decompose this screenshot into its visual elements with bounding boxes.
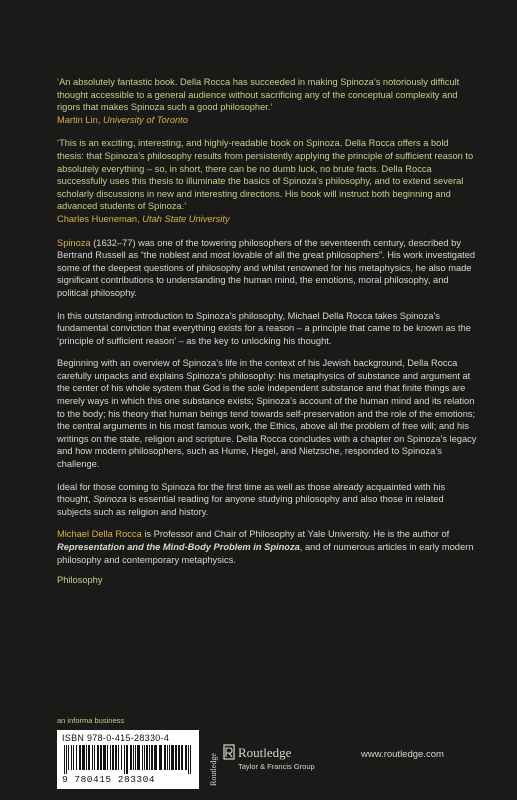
review-attribution-1 [57, 114, 477, 127]
barcode-bar [126, 745, 128, 774]
author-name: Michael Della Rocca [57, 529, 142, 540]
barcode-bar [178, 745, 180, 770]
barcode-bar [167, 745, 168, 770]
bio-book-title: Representation and the Mind-Body Problem in Spinoza [57, 542, 300, 552]
reviewer-affiliation: Utah State University [142, 213, 230, 224]
barcode-bar [146, 745, 148, 770]
barcode-bar [135, 745, 136, 770]
barcode-bar [149, 745, 150, 770]
barcode-bar [88, 745, 90, 770]
intro-lead: Spinoza [57, 237, 91, 248]
p4-title: Spinoza [93, 494, 127, 505]
barcode-bar [100, 745, 102, 770]
reviewer-affiliation: University of Toronto [103, 114, 188, 125]
barcode-bar [171, 745, 174, 770]
barcode-bar [73, 745, 74, 770]
barcode-bar [92, 745, 93, 770]
barcode-bar [164, 745, 166, 770]
barcode-panel [57, 730, 199, 789]
barcode-bar [175, 745, 177, 770]
author-bio [57, 528, 477, 566]
barcode-bar [103, 745, 106, 770]
informa-business-label: an informa business [57, 716, 125, 725]
barcode-bar [79, 745, 81, 770]
reviewer-name: Martin Lin, [57, 114, 101, 125]
publisher-website: www.routledge.com [361, 749, 444, 760]
publisher-name: Routledge [238, 745, 292, 760]
description-paragraph-2: In this outstanding introduction to Spinoza’s philosophy, Michael Della Rocca takes Spinoza’s fundamental conviction that everything exists for a reason – a principle that came to be known as the ‘principle of sufficient reason’ – as the key to unlocking his thought. [57, 310, 471, 346]
p4-after: is essential reading for anyone studying philosophy and also those in related subjects such as religion and history. [57, 494, 444, 517]
description-paragraph-3: Beginning with an overview of Spinoza’s life in the context of his Jewish background, Della Rocca carefully unpacks and explains Spinoza’s philosophy: his metaphysics of substance and argument at the center of his whole system that God is the sole independent substance and that finite things are merely ways in which this one substance exists; Spinoza’s account of the human mind and its relation to the body; his theory that human beings tend towards self-preservation and the role of the emotions; the central arguments in his most famous work, the Ethics, above all the problem of free will; and his writings on the state, religion and scripture. Della Rocca concludes with a chapter on Spinoza’s legacy and how modern philosophers, such as Hume, Hegel, and Nietzsche, responded to Spinoza’s challenge. [57, 358, 477, 470]
barcode-bar [118, 745, 119, 770]
review-quote-2: ‘This is an exciting, interesting, and highly-readable book on Spinoza. Della Rocca offers a bold thesis: that Spinoza’s philosophy results from persistently applying the principle of sufficient reason to absolutely everything – so, in short, there can be no dumb luck, no brute facts. Della Rocca successfully uses this thesis to illuminate the basics of Spinoza’s philosophy, and to extend several scholarly discussions in new and interesting directions. His book will instruct both beginning and advanced students of Spinoza.’ [57, 138, 474, 212]
barcode-bar [66, 745, 67, 774]
barcode-bar [86, 745, 87, 770]
vertical-wordmark-text: Routledge [209, 753, 218, 786]
barcode-bar [169, 745, 170, 770]
barcode-bar [68, 745, 69, 770]
p4-before: Ideal for those coming to Spinoza for the first time as well as those already acquainted with his thought, [57, 481, 446, 505]
intro-text: (1632–77) was one of the towering philosophers of the seventeenth century, described by Bertrand Russell as “the noblest and most lovable of all the great philosophers”. His work investigated some of the deepest questions of philosophy and whilst renowned for his metaphysics, he also made significant contributions to understanding the human mind, the emotions, moral philosophy, and political philosophy. [57, 237, 476, 298]
isbn-label: ISBN 978-0-415-28330-4 [62, 733, 170, 743]
barcode-bar [71, 745, 72, 770]
review-attribution-2 [57, 213, 477, 226]
barcode-bar [159, 745, 162, 770]
barcode-bar [137, 745, 140, 770]
barcode-bar [94, 745, 95, 770]
intro-paragraph [57, 237, 477, 300]
routledge-logo-icon [223, 744, 235, 760]
routledge-vertical-wordmark [206, 742, 220, 788]
barcode-bar [121, 745, 122, 770]
barcode-bar [188, 745, 189, 774]
barcode-bar [133, 745, 134, 770]
bio-after: , and of numerous articles in early modern philosophy and contemporary metaphysics. [57, 542, 474, 565]
review-quote-1: ‘An absolutely fantastic book. Della Rocca has succeeded in making Spinoza’s notoriously difficult thought accessible to a general audience without sacrificing any of the conceptual complexity and rigors that makes Spinoza such a good philosopher.’ [57, 77, 460, 113]
barcode-bar [144, 745, 145, 770]
subject-category: Philosophy [57, 575, 103, 586]
reviewer-name: Charles Hueneman, [57, 213, 140, 224]
barcode-bar [82, 745, 85, 770]
barcode-bar [154, 745, 157, 770]
publisher-group: Taylor & Francis Group [238, 762, 315, 771]
barcode-bar [181, 745, 183, 770]
barcode-bar [115, 745, 117, 770]
barcode-bar [97, 745, 99, 770]
barcode-icon [62, 745, 194, 774]
barcode-bar [112, 745, 114, 770]
barcode-bar [107, 745, 108, 770]
barcode-bar [110, 745, 111, 770]
barcode-bar [64, 745, 65, 774]
description-paragraph-4 [57, 481, 477, 519]
bio-before: is Professor and Chair of Philosophy at Yale University. He is the author of [141, 529, 450, 540]
barcode-number: 9 780415 283304 [62, 774, 156, 785]
barcode-bar [142, 745, 143, 770]
barcode-bar [151, 745, 153, 770]
back-cover-text [57, 76, 477, 587]
barcode-bar [190, 745, 191, 774]
barcode-bar [124, 745, 125, 774]
barcode-bar [130, 745, 132, 770]
barcode-bar [185, 745, 187, 770]
barcode-bar [76, 745, 77, 770]
